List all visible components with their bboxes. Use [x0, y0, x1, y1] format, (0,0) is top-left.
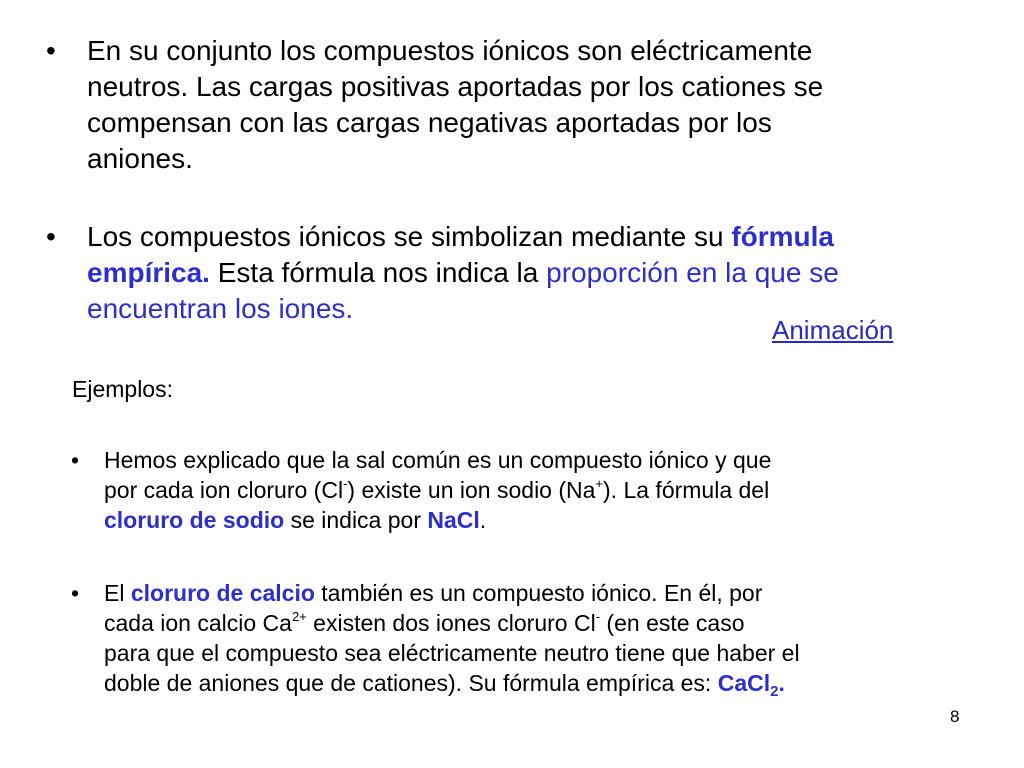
text-run: doble de aniones que de cationes). Su fórmula empírica es: [104, 670, 718, 696]
example-line [104, 505, 984, 535]
text-run: . [479, 507, 487, 533]
text-run: por cada ion cloruro (Cl [104, 477, 344, 503]
bullet-line [87, 219, 947, 255]
bullet-marker: • [46, 35, 56, 66]
term-formula: fórmula [731, 221, 835, 252]
bullet-line: neutros. Las cargas positivas aportadas por los cationes se [87, 71, 824, 102]
animation-link[interactable]: Animación [772, 315, 894, 345]
text-run: ). La fórmula del [603, 477, 770, 503]
charge-superscript: - [343, 476, 348, 491]
bullet-marker: • [71, 580, 80, 606]
example-line [104, 475, 984, 505]
bullet-text [87, 219, 947, 327]
example-line: para que el compuesto sea eléctricamente neutro tiene que haber el [104, 640, 800, 666]
highlight-ions: encuentran los iones. [87, 293, 354, 324]
bullet-line: En su conjunto los compuestos iónicos son eléctricamente [87, 35, 813, 66]
term-empirical: empírica. [87, 257, 210, 288]
example-line [104, 608, 984, 638]
page-number: 8 [950, 707, 960, 726]
formula-cacl2 [717, 670, 785, 700]
text-run: existen dos iones cloruro Cl [306, 610, 596, 636]
charge-superscript: + [595, 476, 604, 491]
example-line [104, 668, 984, 698]
text-run: Los compuestos iónicos se simbolizan mediante su [87, 221, 732, 252]
term-sodium-chloride: cloruro de sodio [104, 507, 285, 533]
bullet-text [87, 33, 947, 177]
examples-title: Ejemplos: [72, 376, 173, 402]
text-run: Esta fórmula nos indica la [209, 257, 547, 288]
formula-text: CaCl [717, 670, 771, 696]
text-run: cada ion calcio Ca [104, 610, 292, 636]
text-run: (en este caso [600, 610, 745, 636]
formula-period: . [778, 670, 785, 696]
example-text [104, 578, 984, 698]
formula-subscript: 2 [770, 683, 779, 700]
bullet-marker: • [46, 221, 56, 252]
charge-superscript: - [595, 609, 601, 624]
bullet-marker: • [71, 447, 80, 473]
highlight-proportion: proporción en la que se [546, 257, 839, 288]
bullet-line: aniones. [87, 143, 193, 174]
charge-superscript: 2+ [291, 609, 307, 624]
text-run: El [104, 580, 131, 606]
example-text [104, 445, 984, 535]
term-calcium-chloride: cloruro de calcio [130, 580, 315, 606]
text-run: se indica por [284, 507, 428, 533]
example-line: Hemos explicado que la sal común es un compuesto iónico y que [104, 447, 772, 473]
bullet-line [87, 255, 947, 291]
example-line [104, 578, 984, 608]
text-run: ) existe un ion sodio (Na [347, 477, 596, 503]
bullet-line: compensan con las cargas negativas aportadas por los [87, 107, 772, 138]
formula-nacl: NaCl [427, 507, 480, 533]
text-run: también es un compuesto iónico. En él, por [314, 580, 763, 606]
